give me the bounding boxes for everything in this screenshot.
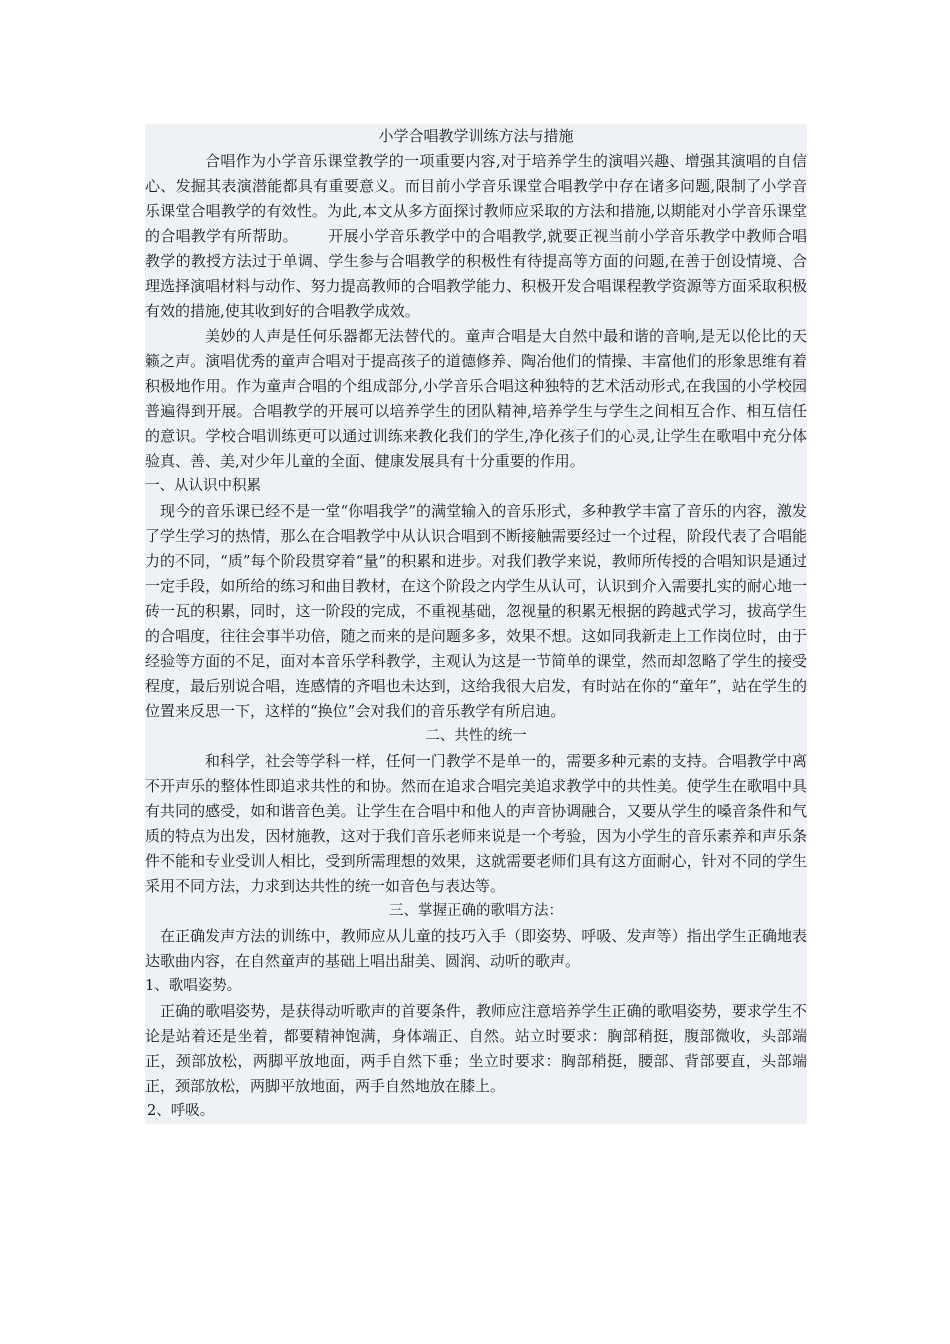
section-1-heading: 一、从认识中积累 (145, 478, 261, 494)
item-1-body: 正确的歌唱姿势，是获得动听歌声的首要条件，教师应注意培养学生正确的歌唱姿势，要求学生不论是站着还是坐着，都要精神饱满，身体端正、自然。站立时要求：胸部稍挺，腹部微收，头部端正，颈部放松，两脚平放地面，两手自然下垂；坐立时要求：胸部稍挺，腰部、背部要直，头部端正，颈部放松，两脚平放地面，两手自然地放在膝上。 (145, 1002, 807, 1095)
section-1-body: 现今的音乐课已经不是一堂“你唱我学”的满堂输入的音乐形式，多种教学丰富了音乐的内容，激发了学生学习的热情，那么在合唱教学中从认识合唱到不断接触需要经过一个过程，阶段代表了合唱能力的不同，“质”每个阶段贯穿着“量”的积累和进步。对我们教学来说，教师所传授的合唱知识是通过一定手段，如所给的练习和曲目教材，在这个阶段之内学生从认可，认识到介入需要扎实的耐心地一砖一瓦的积累，同时，这一阶段的完成，不重视基础，忽视量的积累无根据的跨越式学习，拔高学生的合唱度，往往会事半功倍，随之而来的是问题多多，效果不想。这如同我新走上工作岗位时，由于经验等方面的不足，面对本音乐学科教学，主观认为这是一节简单的课堂，然而却忽略了学生的接受程度，最后别说合唱，连感情的齐唱也未达到，这给我很大启发，有时站在你的“童年”，站在学生的位置来反思一下，这样的“换位”会对我们的音乐教学有所启迪。 (145, 502, 807, 720)
section-3-heading: 三、掌握正确的歌唱方法： (389, 903, 563, 919)
intro-text-a: 合唱作为小学音乐课堂教学的一项重要内容,对于培养学生的演唱兴趣、增强其演唱的自信心、发掘其表演潜能都具有重要意义。而目前小学音乐课堂合唱教学中存在诸多问题,限制了小学音乐课堂合唱教学的有效性。为此,本文从多方面探讨教师应采取的方法和措施,以期能对小学音乐课堂的合唱教学有所帮助。 (145, 152, 807, 245)
document-body (145, 124, 807, 1124)
document-title: 小学合唱教学训练方法与措施 (378, 127, 574, 145)
item-1-heading: 1、歌唱姿势。 (145, 978, 242, 994)
section-2-heading: 二、共性的统一 (425, 728, 527, 744)
intro-text-b: 开展小学音乐教学中的合唱教学,就要正视当前小学音乐教学中教师合唱教学的教授方法过于单调、学生参与合唱教学的积极性有待提高等方面的问题,在善于创设情境、合理选择演唱材料与动作、努力提高教师的合唱教学能力、积极开发合唱课程教学资源等方面采取积极有效的措施,使其收到好的合唱教学成效。 (145, 227, 807, 320)
document-page (145, 124, 807, 1124)
section-2-body: 和科学，社会等学科一样，任何一门教学不是单一的，需要多种元素的支持。合唱教学中离不开声乐的整体性即追求共性的和协。然而在追求合唱完美追求教学中的共性美。使学生在歌唱中具有共同的感受，如和谐音色美。让学生在合唱中和他人的声音协调融合，又要从学生的嗓音条件和气质的特点为出发，因材施教，这对于我们音乐老师来说是一个考验，因为小学生的音乐素养和声乐条件不能和专业受训人相比，受到所需理想的效果，这就需要老师们具有这方面耐心，针对不同的学生采用不同方法，力求到达共性的统一如音色与表达等。 (145, 752, 807, 895)
paragraph-children-voice: 美妙的人声是任何乐器都无法替代的。童声合唱是大自然中最和谐的音响,是无以伦比的天籁之声。演唱优秀的童声合唱对于提高孩子的道德修养、陶冶他们的情操、丰富他们的形象思维有着积极地作用。作为童声合唱的个组成部分,小学音乐合唱这种独特的艺术活动形式,在我国的小学校园普遍得到开展。合唱教学的开展可以培养学生的团队精神,培养学生与学生之间相互合作、相互信任的意识。学校合唱训练更可以通过训练来教化我们的学生,净化孩子们的心灵,让学生在歌唱中充分体验真、善、美,对少年儿童的全面、健康发展具有十分重要的作用。 (145, 327, 807, 470)
item-2-heading: 2、呼吸。 (147, 1103, 215, 1119)
section-3-body: 在正确发声方法的训练中，教师应从儿童的技巧入手（即姿势、呼吸、发声等）指出学生正确地表达歌曲内容，在自然童声的基础上唱出甜美、圆润、动听的歌声。 (145, 927, 807, 970)
intro-paragraph (145, 149, 807, 324)
